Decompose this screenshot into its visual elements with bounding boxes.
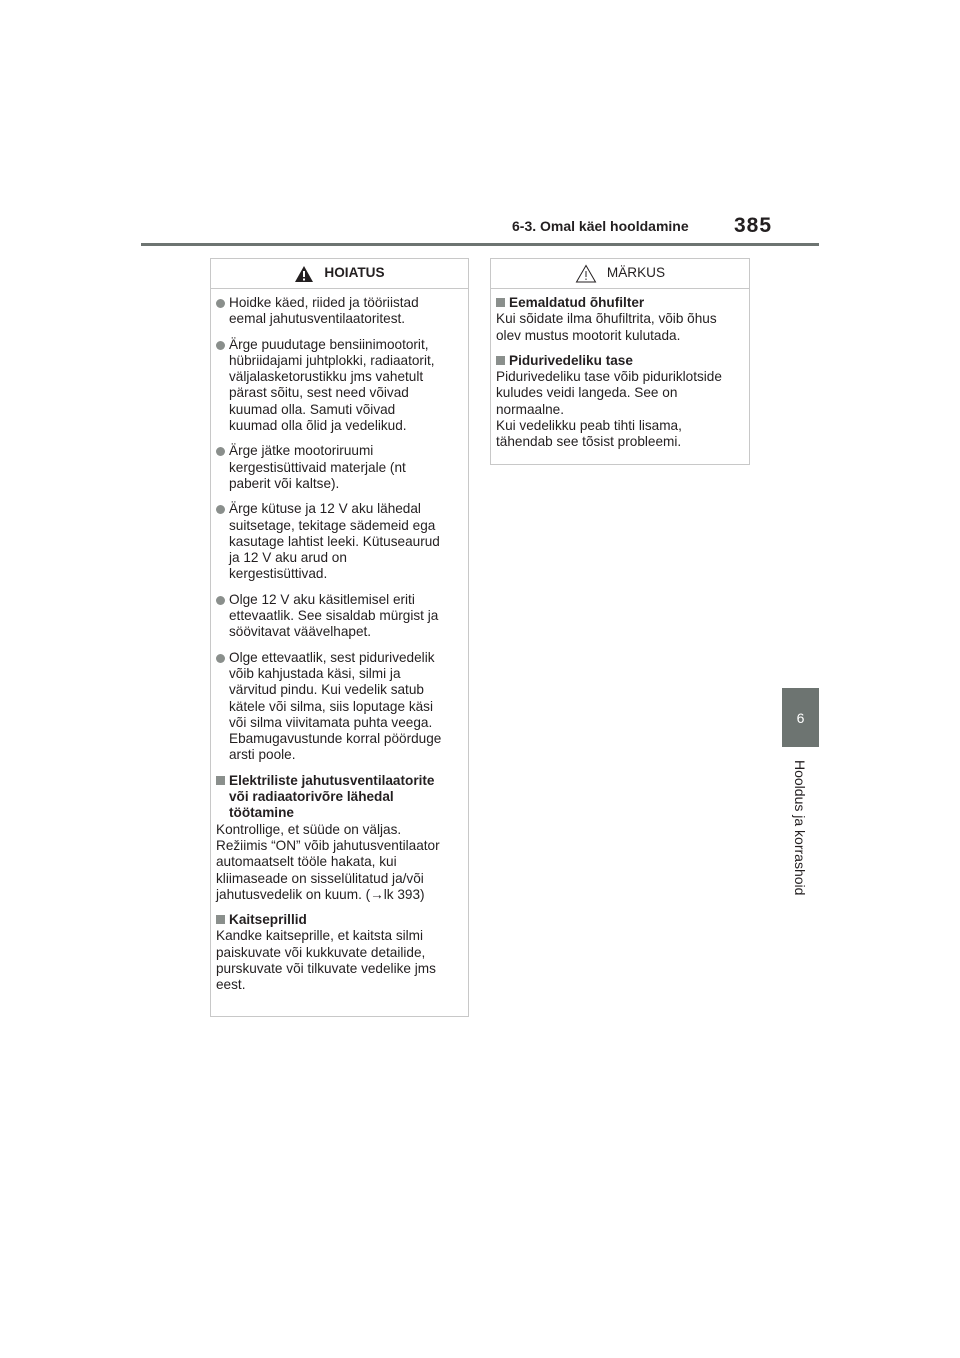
notice-box-header [491,259,749,289]
notice-section-text: Kui sõidate ilma õhufiltrita, võib õhus olev mustus mootorit kulutada. [496,311,717,343]
bullet-dot-icon [216,654,225,663]
warning-section-heading [216,773,463,822]
bullet-dot-icon [216,596,225,605]
warning-triangle-outline-icon [575,264,597,283]
warning-bullet-text: Hoidke käed, riided ja tööriistad eemal jahutusventilaatoritest. [229,295,419,327]
warning-section-text: Kontrollige, et süüde on väljas. Režiimis “ON” võib jahutusventilaator automaatselt tööle hakata, kui kliimaseade on sisselülitatud ja/või jahutusvedelik on kuum. (→lk 393) [216,821,440,902]
section-square-icon [496,298,505,307]
warning-bullet [216,650,463,764]
notice-box [490,258,750,465]
warning-section-heading [216,912,463,928]
bullet-dot-icon [216,299,225,308]
page-number: 385 [734,214,773,237]
warning-box-body [211,289,468,994]
notice-box-body [491,289,749,451]
notice-section-heading [496,295,744,311]
bullet-dot-icon [216,505,225,514]
warning-section-heading-text: Elektriliste jahutusventilaatorite või radiaatorivõre lähedal töötamine [229,772,435,821]
warning-box-header [211,259,468,289]
notice-section-heading-text: Pidurivedeliku tase [509,352,633,368]
warning-bullet-text: Olge 12 V aku käsitlemisel eriti ettevaatlik. See sisaldab mürgist ja söövitavat väävelhapet. [229,591,439,640]
warning-bullet [216,337,463,435]
warning-bullet-text: Olge ettevaatlik, sest pidurivedelik võib kahjustada käsi, silmi ja värvitud pindu. Kui vedelik satub kätele või silma, siis loputage käsi või silma viivitamata puhta veega. Ebamugavustunde korral pöörduge arsti poole. [229,649,442,763]
warning-section-text: Kandke kaitseprille, et kaitsta silmi paiskuvate või kukkuvate detailide, purskuvate või tilkuvate vedelike jms eest. [216,928,436,993]
chapter-tab [782,688,819,747]
bullet-dot-icon [216,447,225,456]
warning-bullet [216,501,463,582]
section-square-icon [216,776,225,785]
notice-box-title: MÄRKUS [606,265,666,281]
warning-box [210,258,469,1017]
warning-bullet-text: Ärge puudutage bensiinimootorit, hübriidajami juhtplokki, radiaatorit, väljalasketorustikku jms vahetult pärast sõitu, sest need võivad kuumad olla. Samuti võivad kuumad olla õlid ja vedelikud. [229,336,435,434]
bullet-dot-icon [216,341,225,350]
header-rule [141,243,819,246]
section-title: 6-3. Omal käel hooldamine [512,218,689,234]
notice-section-text: Pidurivedeliku tase võib piduriklotside kuludes veidi langeda. See on normaalne. Kui vedelikku peab tihti lisama, tähendab see tõsist probleemi. [496,369,722,450]
warning-bullet [216,592,463,641]
warning-bullet-text: Ärge jätke mootoriruumi kergestisüttivaid materjale (nt paberit või kaltse). [229,443,406,491]
section-square-icon [496,356,505,365]
warning-section-heading-text: Kaitseprillid [229,912,307,928]
notice-section-heading [496,353,744,369]
warning-bullet-text: Ärge kütuse ja 12 V aku lähedal suitsetage, tekitage sädemeid ega kasutage lahtist leeki. Kütuseaurud ja 12 V aku arud on kergestisüttivad. [229,501,440,582]
warning-box-title: HOIATUS [324,265,385,281]
section-square-icon [216,915,225,924]
chapter-number: 6 [796,709,805,726]
warning-bullet [216,295,463,328]
chapter-title: Hooldus ja korrashoid [792,760,808,896]
warning-triangle-filled-icon [294,265,314,283]
warning-bullet [216,443,463,492]
notice-section-heading-text: Eemaldatud õhufilter [509,295,645,310]
